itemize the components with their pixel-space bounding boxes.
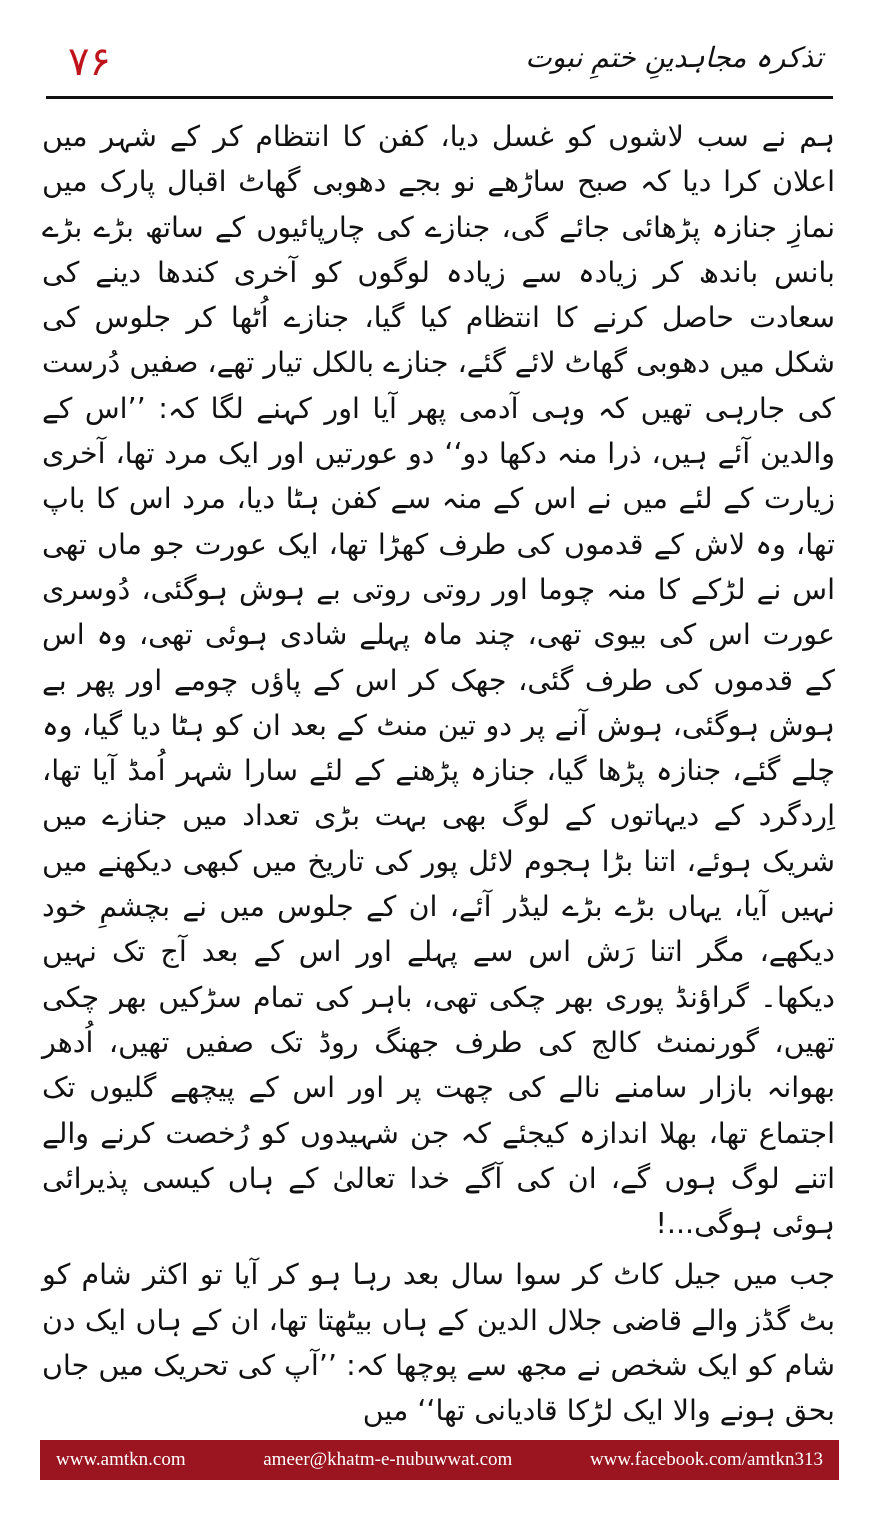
paragraph: ہم نے سب لاشوں کو غسل دیا، کفن کا انتظام کر کے شہر میں اعلان کرا دیا کہ صبح ساڑھے نو بجے دھوبی گھاٹ اقبال پارک میں نمازِ جنازہ پڑھائی جائے گی، جنازے کی چارپائیوں کے ساتھ بڑے بڑے بانس باندھ کر زیادہ سے زیادہ لوگوں کو آخری کندھا دینے کی سعادت حاصل کرنے کا انتظام کیا گیا، جنازے اُٹھا کر جلوس کی شکل میں دھوبی گھاٹ لائے گئے، جنازے بالکل تیار تھے، صفیں دُرست کی جارہی تھیں کہ وہی آدمی پھر آیا اور کہنے لگا کہ: ’’اس کے والدین آئے ہیں، ذرا منہ دکھا دو‘‘ دو عورتیں اور ایک مرد تھا، آخری زیارت کے لئے میں نے اس کے منہ سے کفن ہٹا دیا، مرد اس کا باپ تھا، وہ لاش کے قدموں کی طرف کھڑا تھا، ایک عورت جو ماں تھی اس نے لڑکے کا منہ چوما اور روتی روتی بے ہوش ہوگئی، دُوسری عورت اس کی بیوی تھی، چند ماہ پہلے شادی ہوئی تھی، وہ اس کے قدموں کی طرف گئی، جھک کر اس کے پاؤں چومے اور پھر بے ہوش ہوگئی، ہوش آنے پر دو تین منٹ کے بعد ان کو ہٹا دیا گیا، وہ چلے گئے، جنازہ پڑھا گیا، جنازہ پڑھنے کے لئے سارا شہر اُمڈ آیا تھا، اِردگرد کے دیہاتوں کے لوگ بھی بہت بڑی تعداد میں جنازے میں شریک ہوئے، اتنا بڑا ہجوم لائل پور کی تاریخ میں کبھی دیکھنے میں نہیں آیا، یہاں بڑے بڑے لیڈر آئے، ان کے جلوس میں نے بچشمِ خود دیکھے، مگر اتنا رَش اس سے پہلے اور اس کے بعد آج تک نہیں دیکھا۔ گراؤنڈ پوری بھر چکی تھی، باہر کی تمام سڑکیں بھر چکی تھیں، گورنمنٹ کالج کی طرف جھنگ روڈ تک صفیں تھیں، اُدھر بھوانہ بازار سامنے نالے کی چھت پر اور اس کے پیچھے گلیوں تک اجتماع تھا، بھلا اندازہ کیجئے کہ جن شہیدوں کو رُخصت کرنے والے اتنے لوگ ہوں گے، ان کی آگے خدا تعالیٰ کے ہاں کیسی پذیرائی ہوئی ہوگی...!	[42, 120, 835, 1241]
facebook-link[interactable]: www.facebook.com/amtkn313	[589, 1449, 823, 1470]
body-text	[42, 114, 835, 1434]
page-number: ۷۶	[68, 39, 111, 85]
header-divider	[46, 96, 833, 99]
footer-bar	[40, 1440, 839, 1480]
email-link[interactable]: ameer@khatm-e-nubuwwat.com	[263, 1449, 513, 1470]
book-title: تذکرہ مجاہدینِ ختمِ نبوت	[525, 41, 823, 74]
paragraph: جب میں جیل کاٹ کر سوا سال بعد رہا ہو کر آیا تو اکثر شام کو بٹ گڈز والے قاضی جلال الدین کے ہاں بیٹھتا تھا، ان کے ہاں ایک دن شام کو ایک شخص نے مجھ سے پوچھا کہ: ’’آپ کی تحریک میں جاں بحق ہونے والا ایک لڑکا قادیانی تھا‘‘ میں	[42, 1258, 835, 1428]
website-link[interactable]: www.amtkn.com	[56, 1449, 186, 1470]
